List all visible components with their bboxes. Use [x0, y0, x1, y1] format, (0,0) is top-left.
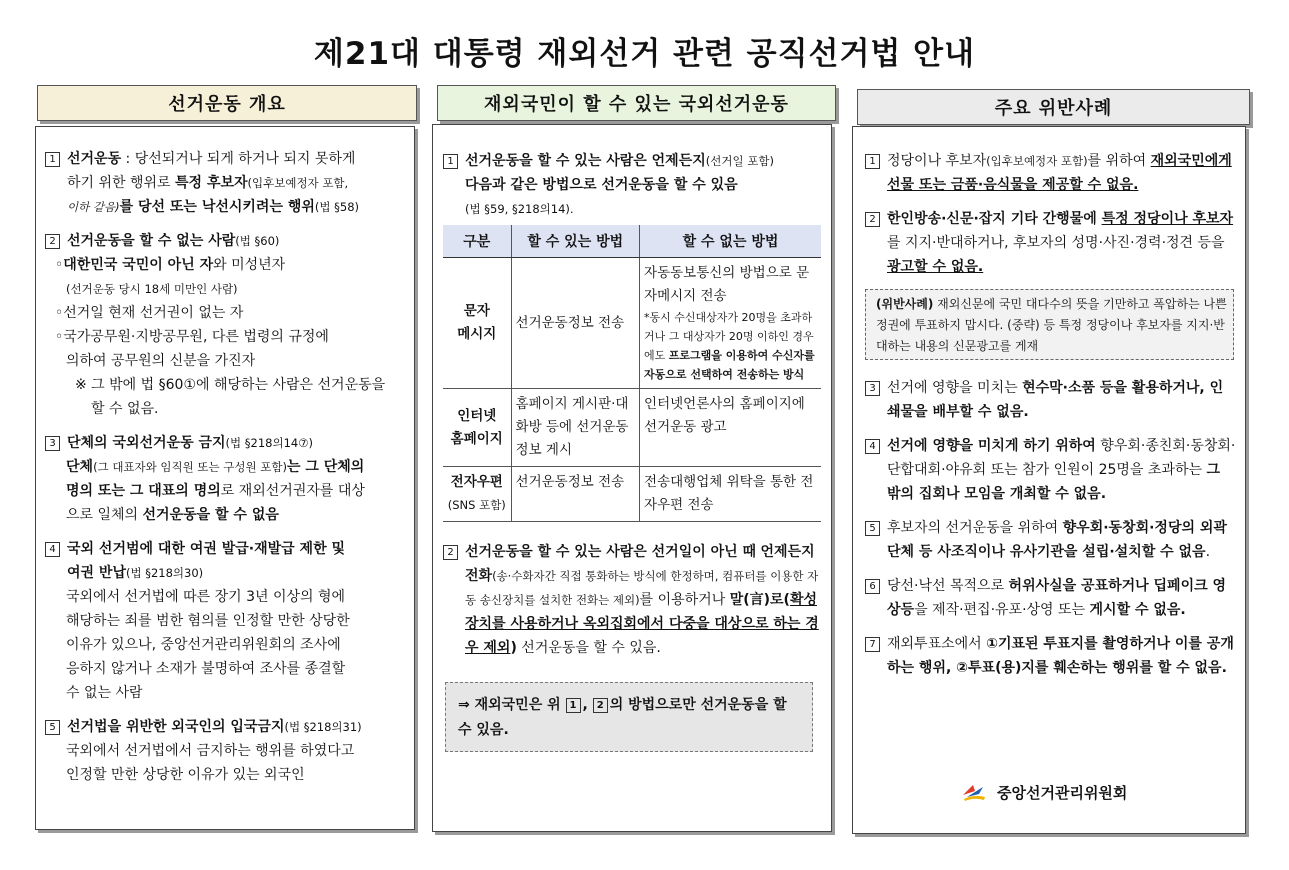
overview-item-5: [45, 715, 404, 787]
text: 으로 일체의: [66, 507, 143, 523]
text: 응하지 않거나 소재가 불명하여 조사를 종결할: [66, 661, 346, 677]
item-number: 1: [443, 154, 458, 169]
violation-example-box: [865, 289, 1234, 360]
overview-header: 선거운동 개요: [37, 85, 417, 121]
text: ※ 그 밖에 법 §60①에 해당하는 사람은 선거운동을: [75, 377, 386, 393]
text: 현수막·소품 등을 활용하거나, 인쇄물을 배부할 수 없음.: [887, 380, 1224, 420]
violation-item-1: [865, 149, 1236, 197]
item-number: 5: [45, 720, 60, 735]
nec-emblem-icon: [961, 781, 987, 803]
text: 해당하는 죄를 범한 혐의를 인정할 만한 상당한: [66, 613, 350, 629]
item-number: 4: [865, 439, 880, 454]
text: ◦국가공무원·지방공무원, 다른 법령의 규정에: [55, 329, 329, 345]
table-cell: 선거운동정보 전송: [511, 467, 640, 522]
table-header-row: [443, 225, 821, 258]
text: 선거운동을 할 수 있는 사람은 언제든지: [465, 153, 706, 169]
text: 를 지지·반대하거나, 후보자의 성명·사진·경력·정견 등을: [887, 235, 1225, 251]
text: 선거운동을 할 수 있음.: [516, 640, 661, 656]
item-number: 2: [443, 545, 458, 560]
text: 를 위하여: [1087, 153, 1151, 169]
text: 선거운동을 할 수 없음: [142, 507, 279, 523]
text: 특정 후보자: [175, 175, 248, 191]
law-reference: (법 §59, §218의14).: [465, 202, 574, 216]
table-cell: 선거운동정보 전송: [511, 258, 640, 389]
text: 국외에서 선거법에 따른 장기 3년 이상의 형에: [66, 589, 346, 605]
text: 의하여 공무원의 신분을 가진자: [66, 353, 256, 369]
text: 향우회·종친회·동창회·단합대회·야유회 또는 참가 인원이 25명을 초과하는: [887, 438, 1236, 478]
text: 대한민국 국민이 아닌 자: [63, 257, 214, 273]
item-number: 1: [865, 154, 880, 169]
column-header: 할 수 있는 방법: [511, 225, 640, 258]
law-reference: (법 §218의30): [125, 566, 204, 580]
text: 인정할 만한 상당한 이유가 있는 외국인: [66, 767, 305, 783]
law-reference: (법 §218의14⑦): [225, 436, 314, 450]
table-cell: 전송대행업체 위탁을 통한 전자우편 전송: [640, 467, 821, 522]
violation-item-4: [865, 434, 1236, 506]
violation-item-2: [865, 207, 1236, 279]
text: 전자우편: [450, 474, 503, 490]
item-heading: 선거법을 위반한 외국인의 입국금지: [67, 719, 285, 735]
text: : 당선되거나 되게 하거나 되지 못하게: [121, 151, 356, 167]
overview-item-4: [45, 537, 404, 705]
item-number: 4: [45, 542, 60, 557]
text: 게시할 수 없음.: [1089, 602, 1186, 618]
item-number: 5: [865, 521, 880, 536]
overview-panel: [35, 126, 415, 830]
text: 후보자의 선거운동을 위하여: [887, 520, 1063, 536]
text: 와 미성년자: [213, 257, 286, 273]
text: 말(言)로(: [729, 592, 790, 608]
violation-item-7: [865, 632, 1236, 680]
overview-item-2: [45, 229, 404, 421]
table-cell: [443, 467, 511, 522]
allowed-item-1: [443, 149, 821, 221]
organization-name: 중앙선거관리위원회: [997, 783, 1128, 802]
text: 선거에 영향을 미치게 하기 위하여: [887, 438, 1096, 454]
table-cell: [640, 258, 821, 389]
text: 확성장치를 사용하거나 옥외집회에서 다중을 대상으로 하는 경우 제외: [465, 592, 819, 656]
text: 홈페이지: [450, 430, 503, 447]
note-text: 프로그램을 이용하여 수신자를 자동으로 선택하여 전송하는 방식: [644, 349, 815, 381]
item-number: 7: [865, 637, 880, 652]
text: 인터넷: [457, 407, 497, 424]
law-reference: (법 §60): [235, 234, 280, 248]
text: .: [1205, 544, 1211, 560]
violation-item-5: [865, 516, 1236, 564]
example-label: (위반사례): [876, 297, 934, 311]
text: 는 그 단체의: [286, 459, 365, 475]
text: 선거운동을 할 수 있는 사람은 선거일이 아닌 때: [465, 544, 757, 560]
text: 자동동보통신의 방법으로 문자메시지 전송: [644, 265, 810, 304]
item-heading: 국외 선거범에 대한 여권 발급·재발급 제한 및: [67, 541, 345, 557]
item-heading: 단체의 국외선거운동 금지: [67, 435, 226, 451]
column-header: 할 수 없는 방법: [640, 225, 821, 258]
text: 수 없는 사람: [66, 685, 143, 701]
text: 를 당선 또는 낙선시키려는 행위: [119, 199, 315, 215]
text: 국외에서 선거법에서 금지하는 행위를 하였다고: [66, 743, 355, 759]
text: 한인방송·신문·잡지 기타 간행물에: [887, 211, 1102, 227]
nec-logo: [961, 781, 1127, 803]
text: (송·수화자간 직접 통화하는 방식에 한정하며, 컴퓨터를 이용한 자동 송신장치를 설치한 전화는 제외): [465, 569, 819, 607]
summary-box: ⇒ 재외국민은 위 1 , 2 의 방법으로만 선거운동을 할 수 있음.: [445, 682, 813, 752]
table-row: [443, 389, 821, 467]
text: ①기표된 투표지를 촬영하거나 이를 공개하는 행위, ②투표(용)지를 훼손하는 행위를 할 수 없음.: [887, 636, 1234, 676]
text: 광고할 수 없음.: [887, 259, 984, 275]
table-cell: 인터넷언론사의 홈페이지에 선거운동 광고: [640, 389, 821, 467]
term-label: 선거운동: [67, 151, 122, 167]
item-heading: 선거운동을 할 수 없는 사람: [67, 233, 236, 249]
text: 다음과 같은 방법으로 선거운동을 할 수 있음: [465, 177, 738, 193]
item-number: 2: [865, 212, 880, 227]
text: 재외국민에게 선물 또는 금품·음식물을 제공할 수 없음.: [887, 153, 1232, 193]
item-number: 2: [593, 698, 608, 713]
allowed-item-2: [443, 540, 821, 660]
example-text: 재외신문에 국민 대다수의 뜻을 기만하고 폭압하는 나쁜 정권에 투표하지 맙시다. (중략) 등 특정 정당이나 후보자를 지지·반대하는 내용의 신문광고를 게재: [876, 297, 1227, 353]
item-number: 1: [45, 152, 60, 167]
overview-item-3: [45, 431, 404, 527]
item-number: 3: [865, 381, 880, 396]
text: 정당이나 후보자: [887, 153, 987, 169]
text: 선거에 영향을 미치는: [887, 380, 1023, 396]
text: 의 방법으로만 선거운동을 할 수 있음.: [458, 697, 787, 738]
table-cell: [443, 389, 511, 467]
text: 명의 또는 그 대표의 명의: [66, 483, 221, 499]
text: (입후보예정자 포함): [986, 154, 1088, 168]
text: (선거운동 당시 18세 미만인 사람): [66, 282, 238, 296]
text: 단체: [66, 459, 94, 475]
text: 할 수 없음.: [91, 401, 159, 417]
overview-item-1: [45, 147, 404, 219]
text: 언제든지 전화: [465, 544, 815, 584]
text: ◦선거일 현재 선거권이 없는 자: [55, 305, 244, 321]
text: 당선·낙선 목적으로: [887, 578, 1009, 594]
table-cell: 홈페이지 게시판·대화방 등에 선거운동정보 게시: [511, 389, 640, 467]
item-number: 6: [865, 579, 880, 594]
allowed-campaign-header: 재외국민이 할 수 있는 국외선거운동: [437, 85, 836, 121]
text: ): [510, 640, 517, 656]
text: (SNS 포함): [447, 498, 506, 512]
text: 향우회·동창회·정당의 외곽단체 등 사조직이나 유사기관을 설립·설치할 수 없음: [887, 520, 1227, 560]
item-heading: 여권 반납: [67, 565, 126, 581]
text: 을 제작·편집·유포·상영 또는: [914, 602, 1090, 618]
column-header: 구분: [443, 225, 511, 258]
text: ⇒ 재외국민은 위: [458, 697, 566, 713]
text: (그 대표자와 임직원 또는 구성원 포함): [93, 460, 287, 474]
text: 특정 정당이나 후보자: [1101, 211, 1234, 227]
item-number: 3: [45, 436, 60, 451]
page-title: 제21대 대통령 재외선거 관련 공직선거법 안내: [313, 36, 976, 72]
violations-header: 주요 위반사례: [857, 89, 1250, 125]
text: 로 재외선거권자를 대상: [220, 483, 365, 499]
law-reference: (법 §218의31): [284, 720, 362, 734]
table-row: [443, 258, 821, 389]
allowed-campaign-panel: [432, 124, 832, 832]
item-number: 2: [45, 234, 60, 249]
text: (법 §58): [314, 200, 360, 214]
table-row: [443, 467, 821, 522]
violations-panel: [852, 126, 1246, 834]
text: (선거일 포함): [705, 154, 774, 168]
item-number: 1: [566, 698, 581, 713]
text: 이하 같음): [67, 200, 120, 214]
text: (입후보예정자 포함,: [247, 176, 349, 190]
violation-item-6: [865, 574, 1236, 622]
violation-item-3: [865, 376, 1236, 424]
bullet: ◦: [55, 257, 64, 273]
note-text: *동시 수신대상자가 20명을 초과하거나 그 대상자가 20명 이하인 경우에도: [644, 311, 814, 362]
table-cell: [443, 258, 511, 389]
text: 허위사실을 공표하거나 딥페이크 영상등: [887, 578, 1227, 618]
methods-table: [443, 225, 821, 522]
text: 문자: [463, 303, 490, 319]
text: 메시지: [457, 326, 497, 342]
text: 재외투표소에서: [887, 636, 987, 652]
text: 이유가 있으나, 중앙선거관리위원회의 조사에: [66, 637, 341, 653]
text: 를 이용하거나: [639, 592, 730, 608]
text: 그 밖의 집회나 모임을 개최할 수 없음.: [887, 462, 1220, 502]
text: 하기 위한 행위로: [67, 175, 176, 191]
